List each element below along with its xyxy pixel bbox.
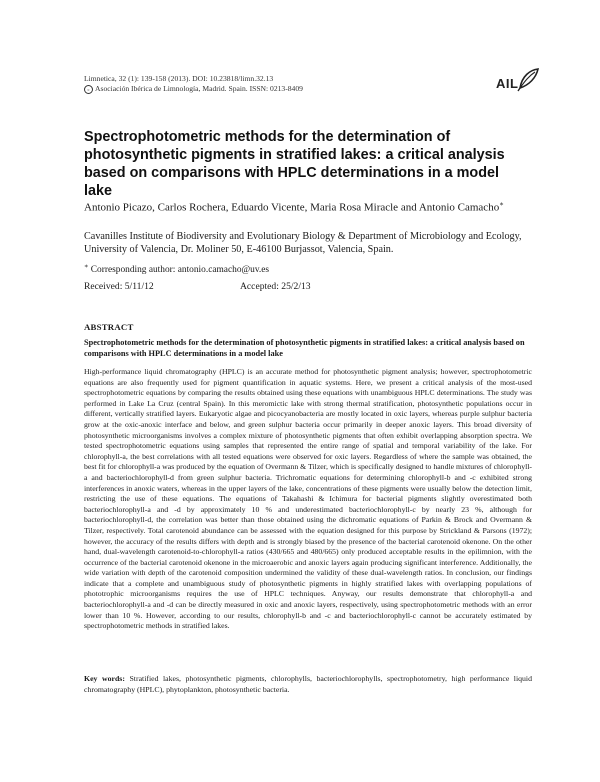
journal-copyright [84,84,303,94]
accepted-date: Accepted: 25/2/13 [240,281,311,292]
keywords-label: Key words: [84,674,125,683]
keywords-text: Stratified lakes, photosynthetic pigments, chlorophylls, bacteriochlorophylls, spectrophotometry, high performance liquid chromatography (HPLC), phytoplankton, photosynthetic bacteria. [84,674,533,694]
copyright-icon: c [84,85,93,94]
copyright-text: Asociación Ibérica de Limnología, Madrid. Spain. ISSN: 0213-8409 [95,84,303,93]
journal-citation: Limnetica, 32 (1): 139-158 (2013). DOI: 10.23818/limn.32.13 [84,74,274,83]
journal-logo [496,66,540,96]
leaf-icon [514,66,540,92]
logo-text: AIL [496,76,519,91]
abstract-subtitle: Spectrophotometric methods for the determination of photosynthetic pigments in stratified lakes: a critical analysis based on comparisons with HPLC determinations in a model lake [84,338,525,358]
corresponding-text: Corresponding author: antonio.camacho@uv.es [90,265,270,276]
corresponding-mark: ∗ [499,200,504,208]
article-title: Spectrophotometric methods for the determination of photosynthetic pigments in stratified lakes: a critical analysis based on comparisons with HPLC determinations in a model lake [84,129,505,199]
corresponding-author [84,262,269,275]
keywords [84,674,532,695]
affiliation: Cavanilles Institute of Biodiversity and Evolutionary Biology & Department of Microbiology and Ecology, University of Valencia, Dr. Moliner 50, E-46100 Burjassot, Valencia, Spain. [84,231,522,255]
corresponding-mark-note: ∗ [84,263,89,270]
abstract-heading: ABSTRACT [84,322,134,332]
authors-text: Antonio Picazo, Carlos Rochera, Eduardo Vicente, Maria Rosa Miracle and Antonio Camacho [84,201,500,214]
abstract-body: High-performance liquid chromatography (HPLC) is an accurate method for photosynthetic pigment analysis; however, spectrophotometric equations are also frequently used for pigment quantification in aquatic systems. Here, we present a critical analysis of the most-used spectrophotometric equations by comparing the results obtained using these equations with unambiguous HPLC determinations. The study was performed in Lake La Cruz (central Spain). In this meromictic lake with strong thermal stratification, photosynthetic populations occur in different, vertically stratified layers. Eukaryotic algae and picocyanobacteria are mostly located in oxic layers, whereas purple sulphur bacteria grow at the oxic-anoxic interface and below, and green sulphur bacteria occur primarily in deeper anoxic layers. This broad diversity of photosynthetic microorganisms involves a complex mixture of photosynthetic pigments that often exhibit overlapping absorption spectra. We tested spectrophotometric equations using samples that represented the entire range of spatial and temporal variability of the lake. For chlorophyll-a, the best correlations with all tested equations were observed for oxic layers. Regardless of where the sample was obtained, the best fit for chlorophyll-a was produced by the equation of Overmann & Tilzer, which is specifically designed to handle mixtures of chlorophyll-a and bacteriochlorophyll-d from green sulphur bacteria. Trichromatic equations for determining chlorophyll-b and -c exhibited strong interferences in anoxic waters, whereas in the upper layers of the lake, concentrations of these pigments were usually below the detection limit, restricting the use of these equations. The equations of Takahashi & Ichimura for bacterial pigments slightly overestimated both bacteriochlorophyll-a and -d by approximately 10 % and underestimated bacteriochlorophyll-c by nearly 23 %, although for bacteriochlorophyll-d, the correlation was better than those obtained using the dichromatic equations of Parkin & Brock and Overmann & Tilzer, respectively. Total carotenoid abundance can be assessed with the equation designed for this purpose by Strickland & Parsons (1972); however, the accuracy of the results differs with depth and is strongly biased by the presence of the bacterial carotenoid okenone. On the other hand, dual-wavelength carotenoid-to-chlorophyll-a ratios (430/665 and 480/665) only produced acceptable results in the epilimnion, with the occurrence of the bacterial carotenoid okenone in the microaerobic and anoxic layers again producing significant interference. Additionally, the wide variation with depth of the carotenoid composition undermined the validity of these dual-wavelength ratios. In conclusion, our findings indicate that a complete and unambiguous study of photosynthetic pigments in highly stratified lakes with overlapping populations of phototrophic microorganisms requires the use of HPLC techniques. Anyway, our results demonstrate that chlorophyll-a and bacteriochlorophyll-a and -d can be directly measured in oxic and anoxic layers, respectively, using spectrophotometric methods with an error lower than 10 %. However, according to our results, chlorophyll-b and -c and bacteriochlorophyll-c cannot be accurately estimated by spectrophotometric methods in stratified lakes. [84,367,532,631]
author-list [84,200,504,214]
received-date: Received: 5/11/12 [84,281,154,292]
